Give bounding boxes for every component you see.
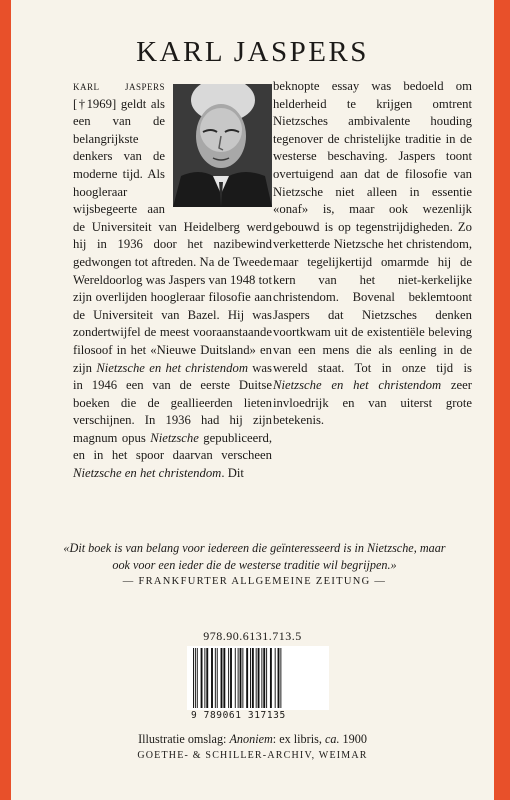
page-title: KARL JASPERS [136, 36, 369, 68]
book-title: Nietzsche en het christendom [273, 378, 442, 393]
barcode-digits: 9 789061 317135 [191, 710, 286, 721]
book-title: Nietzsche [150, 430, 199, 445]
barcode-bar [228, 648, 229, 708]
barcode-bar [258, 648, 260, 708]
author-portrait [173, 84, 272, 207]
barcode-bars [187, 646, 329, 710]
barcode-bar [278, 648, 280, 708]
barcode-bar [195, 648, 196, 708]
book-title: Nietzsche en het christendom [96, 360, 248, 375]
barcode-bar [204, 648, 205, 708]
barcode-bar [230, 648, 232, 708]
barcode-bar [256, 648, 257, 708]
left-column [73, 78, 272, 483]
barcode-bar [217, 648, 218, 708]
barcode-bar [242, 648, 243, 708]
barcode-bar [215, 648, 216, 708]
barcode-bar [211, 648, 213, 708]
barcode-bar [263, 648, 265, 708]
barcode-bar [206, 648, 208, 708]
barcode-bar [246, 648, 248, 708]
barcode [187, 646, 329, 710]
isbn-label: 978.90.6131.713.5 [203, 629, 302, 643]
barcode-bar [275, 648, 276, 708]
author-name: karl jaspers [73, 79, 165, 93]
barcode-bar [201, 648, 203, 708]
left-column-paragraph: karl jaspers [†1969] geldt als een van de belangrijkste denkers van de moderne tijd. Als hoogleraar wijsbegeerte aan de Universiteit van Heidelberg werd hij in 1936 door het nazibewind gedwongen tot aftreden. Na de Tweede Wereldoorlog was Jaspers van 1948 tot zijn overlijden hoogleraar filosofie aan de Universiteit van Bazel. Hij was zondertwijfel de meest vooraanstaande filosoof in het «Nieuwe Duitsland» en zijn Nietzsche en het christendom was in 1946 een van de eerste Duitse boeken die de geallieerden lieten verschijnen. In 1936 had hij zijn magnum opus Nietzsche gepubliceerd, en in het spoor daarvan verscheen Nietzsche en het christendom. Dit [73, 79, 272, 481]
barcode-bar [235, 648, 236, 708]
barcode-bar [238, 648, 239, 708]
barcode-bar [252, 648, 254, 708]
right-column-paragraph: beknopte essay was bedoeld om helderheid te krijgen omtrent Nietzsches ambivalente houding tegenover de christelijke traditie in de westerse beschaving. Jaspers toont overtuigend aan dat de filosofie van Nietzsche niet alleen in essentie «onaf» is, maar ook wezenlijk gebouwd is op tegenstrijdigheden. Zo verketterde Nietzsche het christendom, maar tegelijkertijd omarmde hij de kern van het niet-kerkelijke christendom. Bovenal beklemtoont Jaspers dat Nietzsches denken voortkwam uit de existentiële beleving van een mens die als eenling in de wereld staat. Tot in onze tijd is Nietzsche en het christendom zeer invloedrijk en van uiterst grote betekenis. [273, 79, 473, 428]
barcode-bar [221, 648, 223, 708]
barcode-bar [270, 648, 272, 708]
book-title: Nietzsche en het christendom [73, 466, 222, 481]
barcode-bar [266, 648, 267, 708]
barcode-bar [250, 648, 251, 708]
barcode-bar [197, 648, 198, 708]
right-column [273, 78, 472, 430]
barcode-bar [223, 648, 225, 708]
archive-credit: GOETHE- & SCHILLER-ARCHIV, WEIMAR [137, 750, 368, 761]
quote-source: — FRANKFURTER ALLGEMEINE ZEITUNG — [122, 576, 387, 587]
barcode-bar [280, 648, 281, 708]
barcode-bar [261, 648, 262, 708]
cover-credit: Illustratie omslag: Anoniem: ex libris, ca. 1900 [138, 732, 367, 746]
review-quote: «Dit boek is van belang voor iedereen die geïnteresseerd is in Nietzsche, maar ook voor een ieder die de westerse traditie wil begrijpen.» [63, 541, 446, 572]
barcode-bar [240, 648, 242, 708]
back-cover [11, 0, 494, 800]
barcode-bar [193, 648, 194, 708]
